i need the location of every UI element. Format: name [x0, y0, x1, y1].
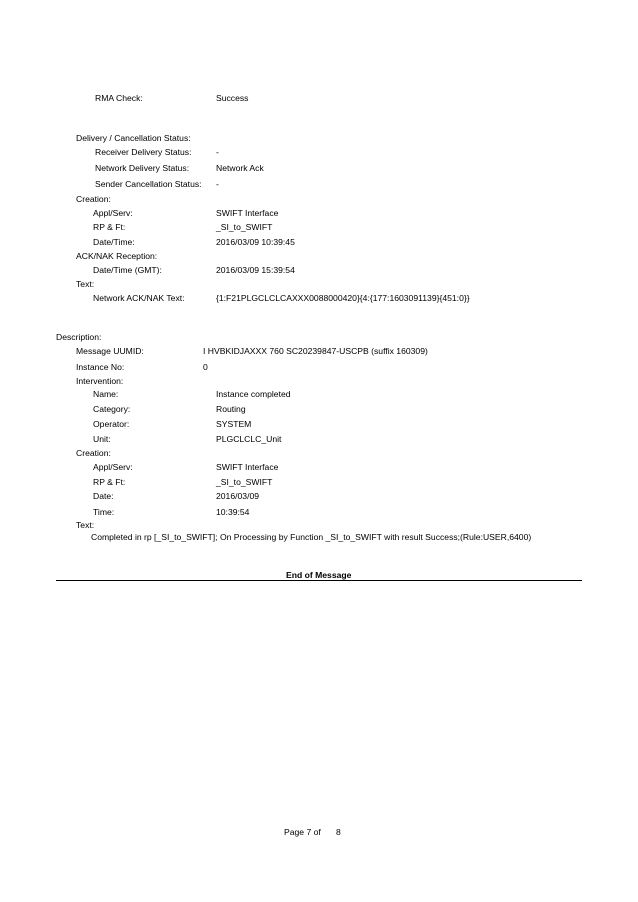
ack-gmt-value: 2016/03/09 15:39:54 [216, 265, 295, 275]
intervention-unit-value: PLGCLCLC_Unit [216, 434, 282, 444]
intervention-name-label: Name: [93, 389, 119, 399]
delivery-datetime-value: 2016/03/09 10:39:45 [216, 237, 295, 247]
description-date-label: Date: [93, 491, 114, 501]
intervention-category-value: Routing [216, 404, 246, 414]
ack-gmt-label: Date/Time (GMT): [93, 265, 162, 275]
message-uumid-label: Message UUMID: [76, 346, 144, 356]
description-time-label: Time: [93, 507, 115, 517]
network-delivery-label: Network Delivery Status: [95, 163, 190, 173]
description-header: Description: [56, 332, 102, 342]
delivery-appl-serv-value: SWIFT Interface [216, 208, 279, 218]
description-creation-header: Creation: [76, 448, 111, 458]
description-appl-serv-label: Appl/Serv: [93, 462, 133, 472]
end-of-message: End of Message [286, 570, 352, 580]
receiver-delivery-value: - [216, 147, 219, 157]
description-date-value: 2016/03/09 [216, 491, 260, 501]
description-rp-ft-value: _SI_to_SWIFT [216, 477, 273, 487]
page-total: 8 [336, 827, 341, 837]
ack-nak-reception-header: ACK/NAK Reception: [76, 251, 158, 261]
intervention-operator-label: Operator: [93, 419, 130, 429]
delivery-creation-header: Creation: [76, 194, 111, 204]
delivery-rp-ft-value: _SI_to_SWIFT [216, 222, 273, 232]
description-appl-serv-value: SWIFT Interface [216, 462, 279, 472]
sender-cancellation-label: Sender Cancellation Status: [95, 179, 202, 189]
delivery-appl-serv-label: Appl/Serv: [93, 208, 133, 218]
delivery-status-header: Delivery / Cancellation Status: [76, 133, 191, 143]
ack-nak-text-label: Network ACK/NAK Text: [93, 293, 185, 303]
description-text-value: Completed in rp [_SI_to_SWIFT]; On Processing by Function _SI_to_SWIFT with result Success;(Rule:USER,6400) [91, 532, 532, 542]
rma-check-value: Success [216, 93, 249, 103]
receiver-delivery-label: Receiver Delivery Status: [95, 147, 192, 157]
delivery-datetime-label: Date/Time: [93, 237, 135, 247]
intervention-name-value: Instance completed [216, 389, 291, 399]
ack-nak-text-value: {1:F21PLGCLCLCAXXX0088000420}{4:{177:1603091139}{451:0}} [216, 293, 470, 303]
sender-cancellation-value: - [216, 179, 219, 189]
intervention-header: Intervention: [76, 376, 124, 386]
rma-check-label: RMA Check: [95, 93, 143, 103]
message-uumid-value: I HVBKIDJAXXX 760 SC20239847-USCPB (suffix 160309) [203, 346, 428, 356]
description-time-value: 10:39:54 [216, 507, 250, 517]
intervention-unit-label: Unit: [93, 434, 111, 444]
delivery-rp-ft-label: RP & Ft: [93, 222, 126, 232]
page-number-label: Page 7 of [284, 827, 321, 837]
intervention-operator-value: SYSTEM [216, 419, 252, 429]
description-rp-ft-label: RP & Ft: [93, 477, 126, 487]
instance-no-label: Instance No: [76, 362, 125, 372]
intervention-category-label: Category: [93, 404, 131, 414]
end-of-message-rule [56, 580, 582, 581]
delivery-text-header: Text: [76, 279, 95, 289]
instance-no-value: 0 [203, 362, 208, 372]
description-text-header: Text: [76, 520, 95, 530]
network-delivery-value: Network Ack [216, 163, 264, 173]
